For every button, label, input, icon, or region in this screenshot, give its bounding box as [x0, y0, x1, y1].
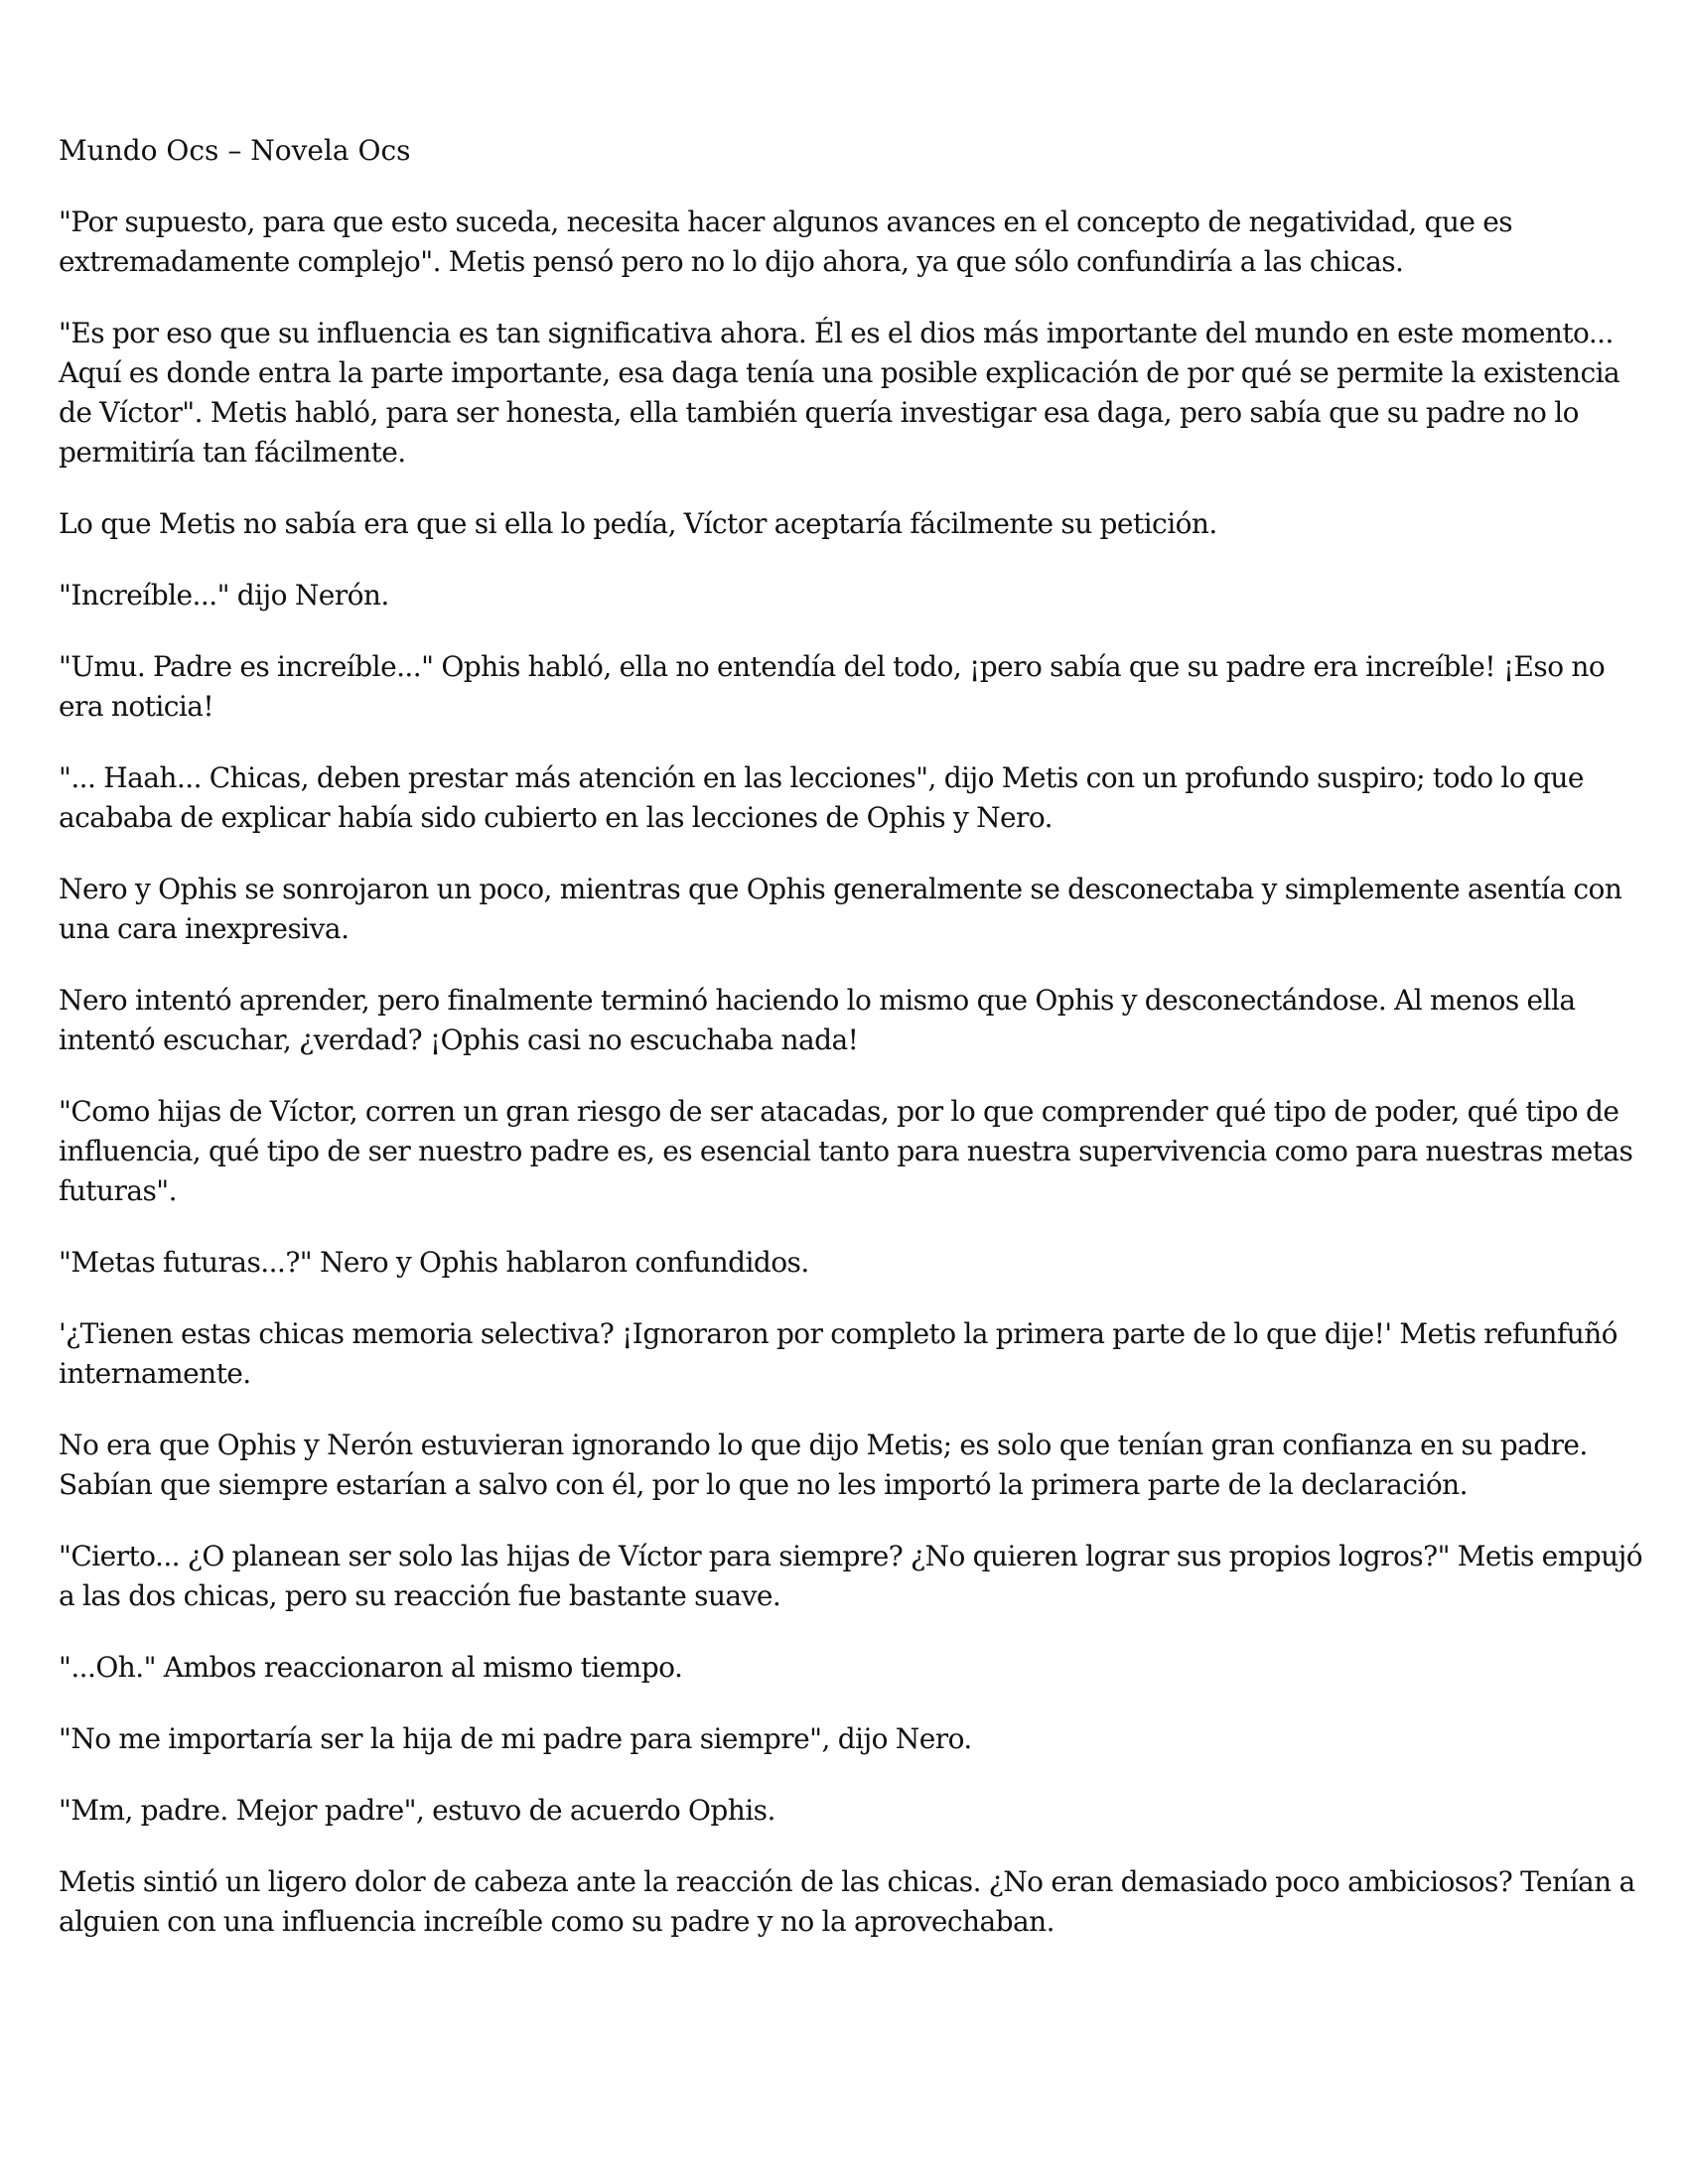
paragraph: Lo que Metis no sabía era que si ella lo pedía, Víctor aceptaría fácilmente su petición. — [59, 507, 1217, 540]
paragraph: "Mm, padre. Mejor padre", estuvo de acuerdo Ophis. — [59, 1794, 775, 1827]
paragraph: Nero intentó aprender, pero finalmente terminó haciendo lo mismo que Ophis y desconectándose. Al menos ella intentó escuchar, ¿verdad? ¡Ophis casi no escuchaba nada! — [59, 984, 1576, 1056]
paragraph: "Por supuesto, para que esto suceda, necesita hacer algunos avances en el concepto de negatividad, que es extremadamente complejo". Metis pensó pero no lo dijo ahora, ya que sólo confundiría a las chicas. — [59, 205, 1513, 278]
document-header: Mundo Ocs – Novela Ocs — [59, 134, 411, 167]
paragraph: Metis sintió un ligero dolor de cabeza ante la reacción de las chicas. ¿No eran demasiado poco ambiciosos? Tenían a alguien con una influencia increíble como su padre y no la aprovechaban. — [59, 1865, 1635, 1938]
paragraph: No era que Ophis y Nerón estuvieran ignorando lo que dijo Metis; es solo que tenían gran confianza en su padre. Sabían que siempre estarían a salvo con él, por lo que no les importó la primera parte de la declaración. — [59, 1429, 1588, 1501]
paragraph: "Como hijas de Víctor, corren un gran riesgo de ser atacadas, por lo que comprender qué tipo de poder, qué tipo de influencia, qué tipo de ser nuestro padre es, es esencial tanto para nuestra supervivencia como para nuestras metas futuras". — [59, 1095, 1633, 1207]
paragraph: "...Oh." Ambos reaccionaron al mismo tiempo. — [59, 1651, 683, 1684]
paragraph: "... Haah... Chicas, deben prestar más atención en las lecciones", dijo Metis con un profundo suspiro; todo lo que acababa de explicar había sido cubierto en las lecciones de Ophis y Nero. — [59, 761, 1584, 834]
paragraph: "Increíble..." dijo Nerón. — [59, 579, 389, 612]
paragraph: "Cierto... ¿O planean ser solo las hijas de Víctor para siempre? ¿No quieren lograr sus propios logros?" Metis empujó a las dos chicas, pero su reacción fue bastante suave. — [59, 1540, 1643, 1612]
paragraph: "Es por eso que su influencia es tan significativa ahora. Él es el dios más importante del mundo en este momento... Aquí es donde entra la parte importante, esa daga tenía una posible explicación de por qué se permite la existencia de Víctor". Metis habló, para ser honesta, ella también quería investigar esa daga, pero sabía que su padre no lo permitiría tan fácilmente. — [59, 317, 1620, 469]
paragraph: Nero y Ophis se sonrojaron un poco, mientras que Ophis generalmente se desconectaba y simplemente asentía con una cara inexpresiva. — [59, 873, 1622, 945]
paragraph: "Umu. Padre es increíble..." Ophis habló, ella no entendía del todo, ¡pero sabía que su padre era increíble! ¡Eso no era noticia! — [59, 650, 1606, 723]
paragraph: "No me importaría ser la hija de mi padre para siempre", dijo Nero. — [59, 1722, 972, 1755]
paragraph: '¿Tienen estas chicas memoria selectiva? ¡Ignoraron por completo la primera parte de lo que dije!' Metis refunfuñó internamente. — [59, 1317, 1618, 1390]
paragraph: "Metas futuras...?" Nero y Ophis hablaron confundidos. — [59, 1246, 809, 1279]
